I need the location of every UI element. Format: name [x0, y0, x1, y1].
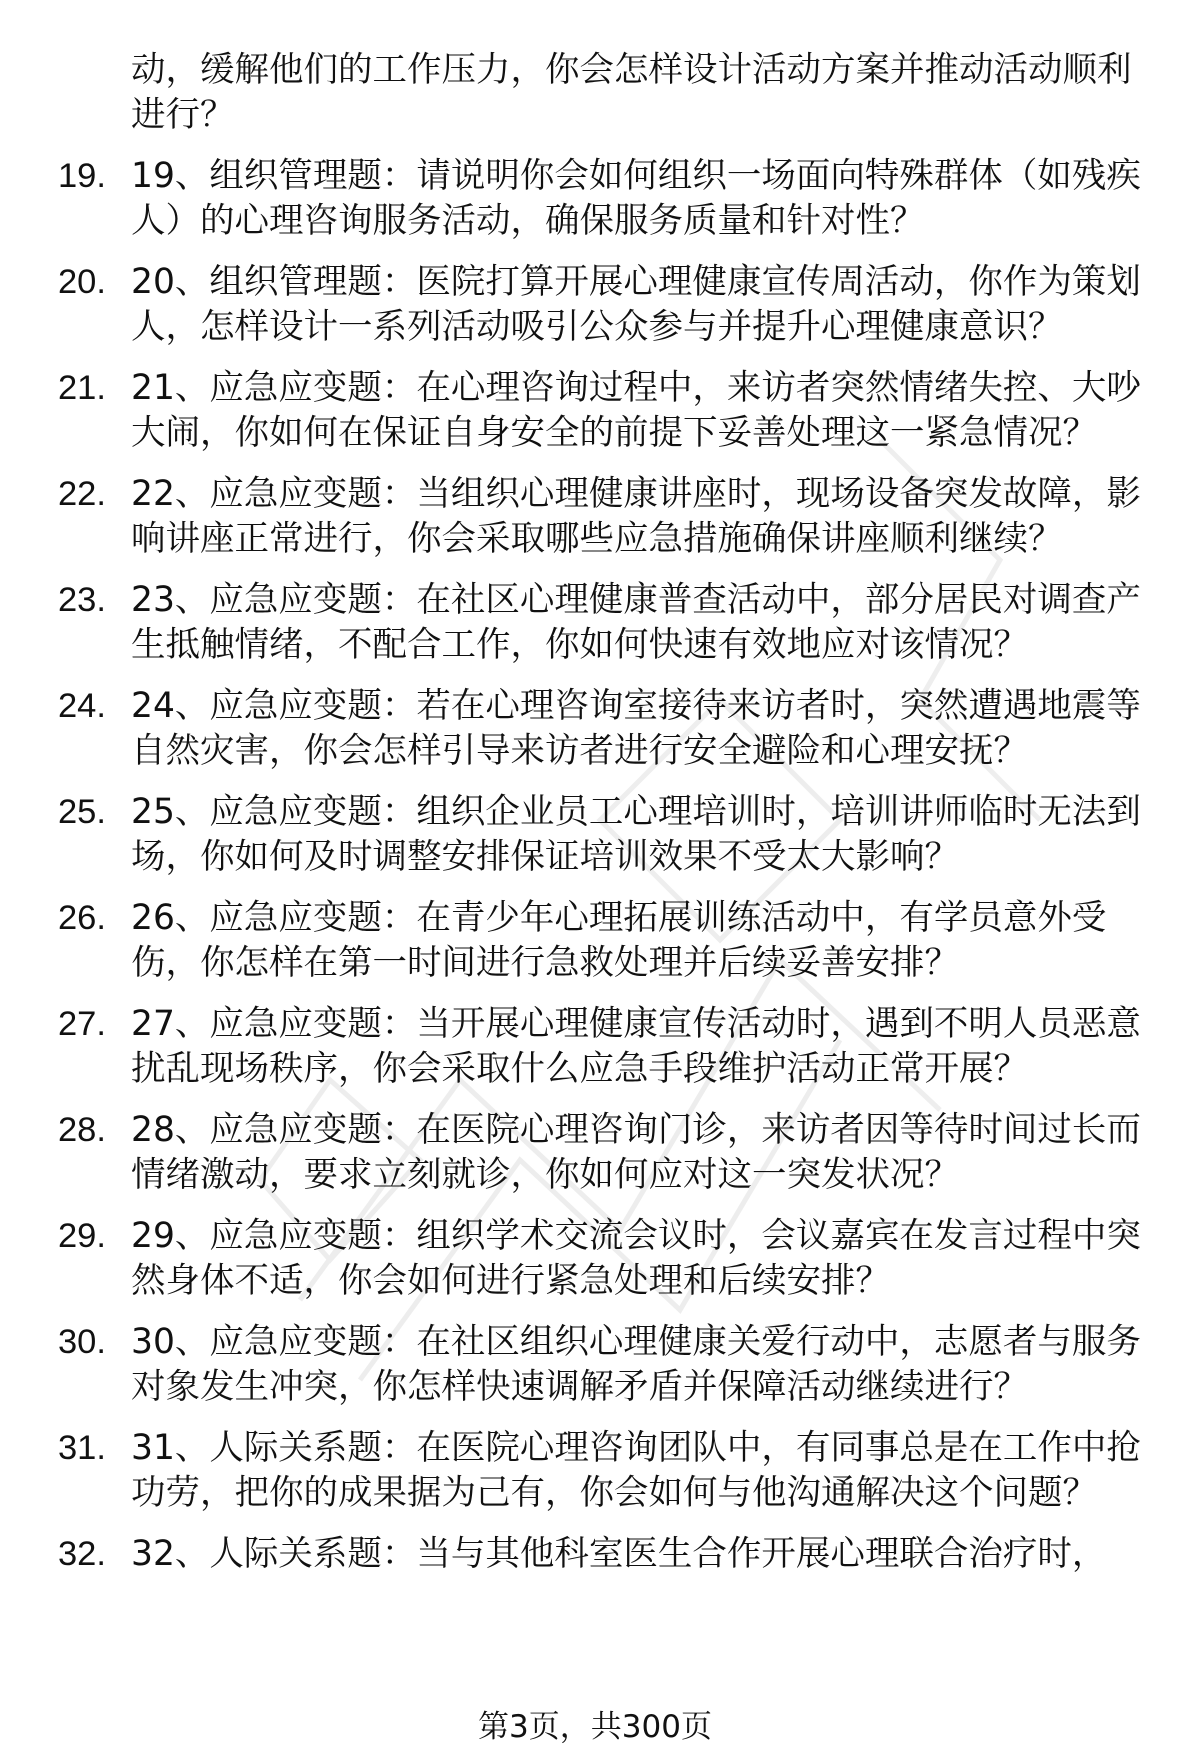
- question-list: [0, 48, 1190, 1593]
- item-text: 31、人际关系题：在医院心理咨询团队中，有同事总是在工作中抢功劳，把你的成果据为己有，你会如何与他沟通解决这个问题？: [131, 1428, 1141, 1513]
- list-item: [0, 578, 1190, 668]
- list-item: [0, 896, 1190, 986]
- item-number: 23.: [58, 581, 106, 619]
- item-number: 32.: [58, 1535, 106, 1573]
- item-text: 32、人际关系题：当与其他科室医生合作开展心理联合治疗时，: [131, 1534, 1107, 1574]
- item-number: 30.: [58, 1323, 106, 1361]
- item-text: 30、应急应变题：在社区组织心理健康关爱行动中，志愿者与服务对象发生冲突，你怎样快速调解矛盾并保障活动继续进行？: [131, 1322, 1141, 1407]
- item-text: 24、应急应变题：若在心理咨询室接待来访者时，突然遭遇地震等自然灾害，你会怎样引导来访者进行安全避险和心理安抚？: [131, 686, 1141, 771]
- list-item: [0, 1532, 1190, 1577]
- item-text: 28、应急应变题：在医院心理咨询门诊，来访者因等待时间过长而情绪激动，要求立刻就诊，你如何应对这一突发状况？: [131, 1110, 1141, 1195]
- item-text: 21、应急应变题：在心理咨询过程中，来访者突然情绪失控、大吵大闹，你如何在保证自身安全的前提下妥善处理这一紧急情况？: [131, 368, 1141, 453]
- list-item: [0, 684, 1190, 774]
- item-number: 31.: [58, 1429, 106, 1467]
- list-item: [0, 260, 1190, 350]
- item-text: 22、应急应变题：当组织心理健康讲座时，现场设备突发故障，影响讲座正常进行，你会采取哪些应急措施确保讲座顺利继续？: [131, 474, 1141, 559]
- item-text: 23、应急应变题：在社区心理健康普查活动中，部分居民对调查产生抵触情绪，不配合工作，你如何快速有效地应对该情况？: [131, 580, 1141, 665]
- item-number: 28.: [58, 1111, 106, 1149]
- item-number: 19.: [58, 157, 106, 195]
- item-text: 25、应急应变题：组织企业员工心理培训时，培训讲师临时无法到场，你如何及时调整安排保证培训效果不受太大影响？: [131, 792, 1141, 877]
- list-item: [0, 1320, 1190, 1410]
- item-number: 21.: [58, 369, 106, 407]
- item-text: 27、应急应变题：当开展心理健康宣传活动时，遇到不明人员恶意扰乱现场秩序，你会采取什么应急手段维护活动正常开展？: [131, 1004, 1141, 1089]
- list-item: [0, 1426, 1190, 1516]
- list-item: [0, 1002, 1190, 1092]
- item-text: 26、应急应变题：在青少年心理拓展训练活动中，有学员意外受伤，你怎样在第一时间进行急救处理并后续妥善安排？: [131, 898, 1107, 983]
- list-item: [0, 1214, 1190, 1304]
- item-number: 24.: [58, 687, 106, 725]
- list-item: [0, 472, 1190, 562]
- item-number: 27.: [58, 1005, 106, 1043]
- page-footer: 第3页，共300页: [478, 1709, 712, 1745]
- item-text: 29、应急应变题：组织学术交流会议时，会议嘉宾在发言过程中突然身体不适，你会如何进行紧急处理和后续安排？: [131, 1216, 1141, 1301]
- list-item: [0, 154, 1190, 244]
- item-number: 25.: [58, 793, 106, 831]
- list-item: [0, 790, 1190, 880]
- item-number: 26.: [58, 899, 106, 937]
- continuation-text: 动，缓解他们的工作压力，你会怎样设计活动方案并推动活动顺利进行？: [131, 50, 1132, 135]
- item-number: 29.: [58, 1217, 106, 1255]
- list-item: [0, 366, 1190, 456]
- list-item: [0, 1108, 1190, 1198]
- item-number: 22.: [58, 475, 106, 513]
- item-text: 20、组织管理题：医院打算开展心理健康宣传周活动，你作为策划人，怎样设计一系列活动吸引公众参与并提升心理健康意识？: [131, 262, 1141, 347]
- item-number: 20.: [58, 263, 106, 301]
- item-text: 19、组织管理题：请说明你会如何组织一场面向特殊群体（如残疾人）的心理咨询服务活动，确保服务质量和针对性？: [131, 156, 1141, 241]
